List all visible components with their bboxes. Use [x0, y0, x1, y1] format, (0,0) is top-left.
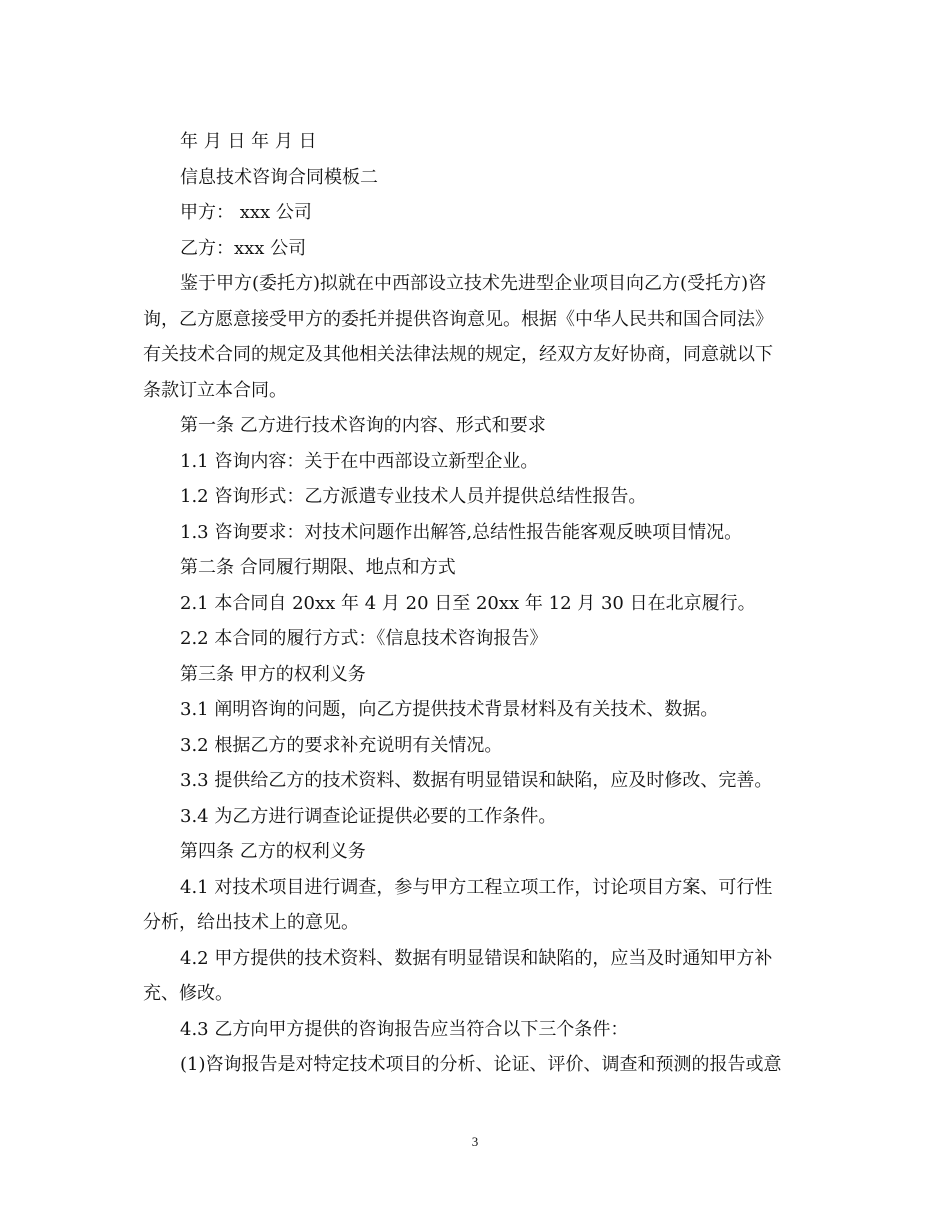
- text-line: 第二条 合同履行期限、地点和方式: [180, 557, 456, 578]
- text-line: 第一条 乙方进行技术咨询的内容、形式和要求: [180, 415, 546, 436]
- text-line: 年 月 日 年 月 日: [180, 131, 317, 152]
- text-line: 乙方：xxx 公司: [180, 237, 307, 259]
- text-line: 1.3 咨询要求：对技术问题作出解答,总结性报告能客观反映项目情况。: [180, 521, 743, 543]
- text-line: 分析，给出技术上的意见。: [143, 912, 359, 933]
- text-line: 3.2 根据乙方的要求补充说明有关情况。: [180, 734, 503, 756]
- text-line: 1.1 咨询内容：关于在中西部设立新型企业。: [180, 450, 539, 472]
- text-line: 3.1 阐明咨询的问题，向乙方提供技术背景材料及有关技术、数据。: [180, 699, 719, 720]
- text-line: 鉴于甲方(委托方)拟就在中西部设立技术先进型企业项目向乙方(受托方)咨: [180, 273, 767, 294]
- text-line: 3.4 为乙方进行调查论证提供必要的工作条件。: [180, 805, 557, 827]
- text-line: 第四条 乙方的权利义务: [180, 841, 366, 862]
- text-line: 有关技术合同的规定及其他相关法律法规的规定，经双方友好协商，同意就以下: [143, 344, 773, 365]
- text-line: 甲方： xxx 公司: [180, 202, 312, 223]
- text-line: 询，乙方愿意接受甲方的委托并提供咨询意见。根据《中华人民共和国合同法》: [143, 308, 773, 330]
- text-line: 4.2 甲方提供的技术资料、数据有明显错误和缺陷的，应当及时通知甲方补: [180, 947, 773, 969]
- text-line: 3.3 提供给乙方的技术资料、数据有明显错误和缺陷，应及时修改、完善。: [180, 770, 773, 791]
- page-number: 3: [471, 1134, 479, 1149]
- text-line: 4.3 乙方向甲方提供的咨询报告应当符合以下三个条件：: [180, 1018, 629, 1040]
- text-line: 2.2 本合同的履行方式：《信息技术咨询报告》: [180, 628, 548, 649]
- text-line: 信息技术咨询合同模板二: [180, 166, 378, 188]
- document-body: [143, 124, 808, 1083]
- text-line: 充、修改。: [143, 983, 233, 1004]
- text-line: (1)咨询报告是对特定技术项目的分析、论证、评价、调查和预测的报告或意: [180, 1054, 782, 1075]
- text-line: 条款订立本合同。: [143, 379, 287, 401]
- text-line: 第三条 甲方的权利义务: [180, 663, 366, 685]
- text-line: 1.2 咨询形式：乙方派遣专业技术人员并提供总结性报告。: [180, 486, 647, 507]
- text-line: 4.1 对技术项目进行调查，参与甲方工程立项工作，讨论项目方案、可行性: [180, 876, 773, 898]
- text-line: 2.1 本合同自 20xx 年 4 月 20 日至 20xx 年 12 月 30 日在北京履行。: [180, 592, 756, 614]
